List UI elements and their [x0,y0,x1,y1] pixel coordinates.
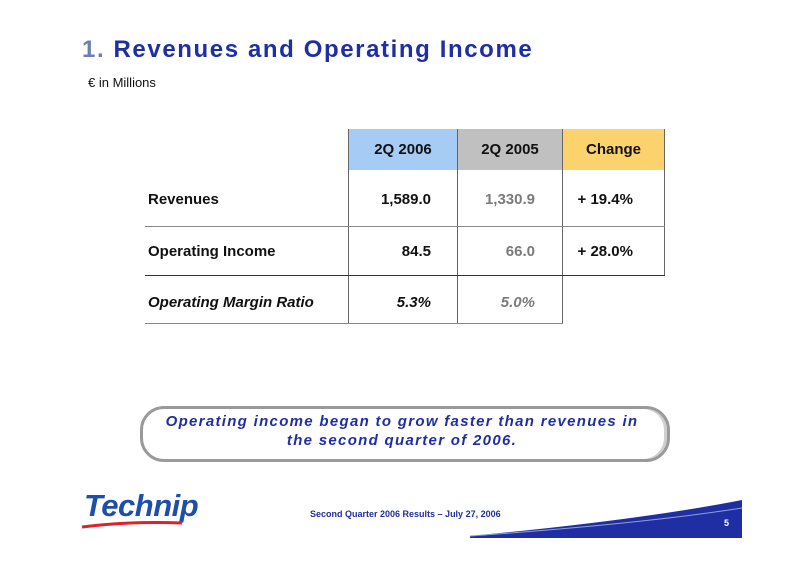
cell-revenues-change: + 19.4% [577,191,633,208]
cell-opincome-change: + 28.0% [577,243,633,260]
cell-opincome-2q2006: 84.5 [401,243,431,260]
cell-opincome-2q2005: 66.0 [505,243,535,260]
page-number: 5 [724,518,730,528]
header-change: Change [585,141,641,158]
row-label-revenues: Revenues [148,191,219,208]
title-number: 1. [82,36,106,63]
row-label-operating-income: Operating Income [148,243,276,260]
cell-margin-2q2006: 5.3% [396,294,431,311]
footer-text: Second Quarter 2006 Results – July 27, 2006 [310,509,501,519]
header-2q2005: 2Q 2005 [481,141,539,158]
cell-revenues-2q2005: 1,330.9 [484,191,535,208]
callout-line-2: the second quarter of 2006. [286,432,518,449]
row-label-operating-margin: Operating Margin Ratio [148,294,314,311]
technip-logo: Technip [84,488,199,523]
logo-swoosh-icon [80,519,184,529]
callout-line-1: Operating income began to grow faster than revenues in [165,413,639,430]
cell-revenues-2q2006: 1,589.0 [380,191,431,208]
cell-margin-2q2005: 5.0% [500,294,535,311]
title-text: Revenues and Operating Income [113,36,534,63]
header-2q2006: 2Q 2006 [374,141,432,158]
units-label: € in Millions [88,75,156,90]
